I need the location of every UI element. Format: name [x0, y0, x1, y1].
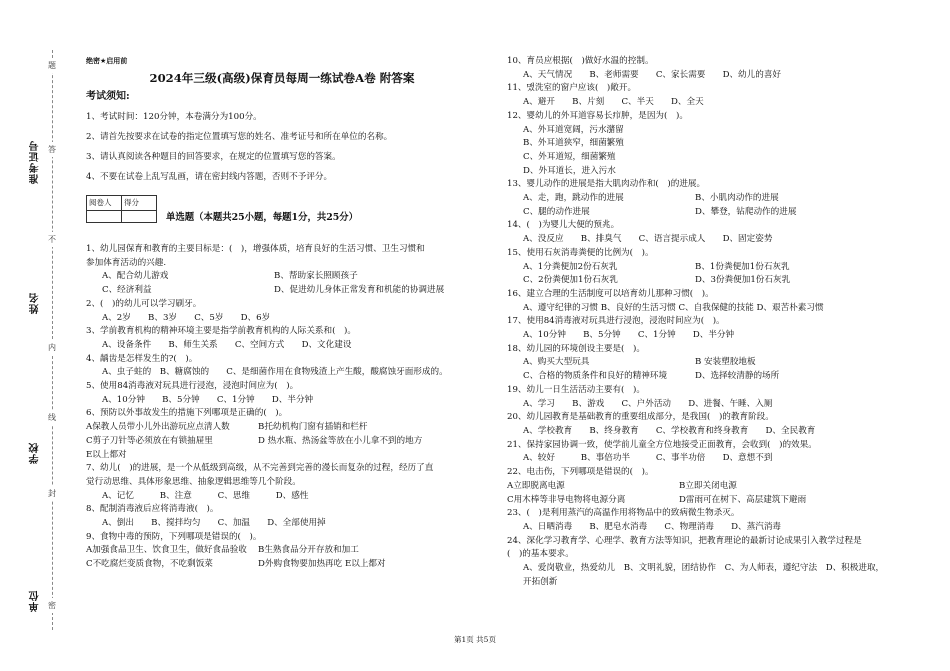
- question-stem: 21、保持家园协调一致，使学前儿童全方位地接受正面教育，会收到( )的效果。: [507, 439, 817, 450]
- binding-strip: [8, 50, 68, 630]
- seal-mark: 线: [48, 410, 56, 425]
- option-row: [507, 261, 912, 275]
- section-title: 单选题（本题共25小题，每题1分，共25分）: [166, 212, 358, 223]
- option-text: D 热水瓶、热汤盆等放在小儿拿不到的地方: [258, 435, 423, 446]
- question-item: [86, 503, 478, 530]
- option-row: [86, 421, 478, 435]
- option-row: A、倒出 B、搅拌均匀 C、加温 D、全部使用掉: [102, 518, 326, 529]
- option-text: B托幼机构门窗有插销和栏杆: [258, 422, 368, 433]
- question-item: [507, 219, 912, 246]
- question-stem: 8、配制消毒液后应将消毒液( )。: [86, 504, 219, 515]
- option-text: C用木棒等非导电物将电源分离: [507, 494, 626, 505]
- question-stem: 12、婴幼儿的外耳道容易长疖肿，是因为( )。: [507, 110, 688, 121]
- question-stem: 16、建立合理的生活制度可以培育幼儿那种习惯( )。: [507, 288, 714, 299]
- question-stem: 7、幼儿( )的进展，是一个从低级到高级，从不完善到完善的漫长而复杂的过程，经历了直: [86, 463, 434, 474]
- option-text: D、促进幼儿身体正常发育和机能的协调进展: [274, 285, 445, 296]
- seal-mark: 内: [48, 340, 56, 355]
- question-stem: 9、食物中毒的预防，下列哪项是错误的( )。: [86, 531, 262, 542]
- option-row: A、遵守纪律的习惯 B、良好的生活习惯 C、自我保健的技能 D、艰苦朴素习惯: [523, 302, 824, 313]
- option-row: [86, 284, 478, 298]
- option-row: A、外耳道宽阔，污水潴留: [523, 124, 624, 135]
- question-stem: 17、使用84消毒液对玩具进行浸泡，浸泡时间应为( )。: [507, 316, 725, 327]
- question-stem: 11、맸洗室的窗户应该( )敞开。: [507, 83, 637, 94]
- question-stem: 13、婴儿动作的进展是指大肌肉动作和( )的进展。: [507, 179, 706, 190]
- question-item: [86, 243, 478, 298]
- score-cell: 得分: [122, 196, 157, 211]
- secret-mark: 绝密★启用前: [86, 57, 128, 65]
- option-row: [86, 558, 478, 572]
- instruction-item: 3、请认真阅读各种题目的回答要求，在规定的位置填写您的答案。: [86, 152, 341, 162]
- option-row: A、记忆 B、注意 C、思维 D、感性: [102, 490, 309, 501]
- option-text: A、走，跑，跳动作的进展: [523, 193, 624, 204]
- option-row: A、虫子蛀的 B、糖腐蚀的 C、是细菌作用在食物残渣上产生酸，酸腐蚀牙面形成的。: [102, 367, 448, 378]
- option-row: A、10分钟 B、5分钟 C、1分钟 D、半分钟: [102, 394, 314, 405]
- option-row: A、日晒消毒 B、肥皂水消毒 C、物理消毒 D、蒸汽消毒: [523, 521, 782, 532]
- option-text: B、小肌肉动作的进展: [695, 193, 779, 204]
- option-row: A、设备条件 B、师生关系 C、空间方式 D、文化建设: [102, 339, 352, 350]
- option-row: A、较好 B、事倍功半 C、事半功倍 D、意想不到: [523, 453, 773, 464]
- option-row: [507, 206, 912, 220]
- question-stem: 18、幼儿园的环境创设主要是( )。: [507, 343, 645, 354]
- question-item: [507, 343, 912, 384]
- option-row: A、2岁 B、3岁 C、5岁 D、6岁: [102, 312, 271, 323]
- question-stem: 19、幼儿一日生活活动主要有( )。: [507, 384, 645, 395]
- option-text: C、2份粪便加1份石灰乳: [523, 275, 618, 286]
- option-row: D、外耳道长，进入污水: [523, 165, 616, 176]
- option-text: A保教人员带小儿外出游玩应点清人数: [86, 422, 230, 433]
- option-text: C不吃腐烂变质食物，不吃剩饭菜: [86, 559, 213, 570]
- option-row: A、爱岗敬业，热爱幼儿 B、文明礼貌，团结协作 C、为人师表，遵纪守法 D、积极进取，: [523, 563, 885, 574]
- option-row: [86, 544, 478, 558]
- right-column: [507, 55, 912, 589]
- question-stem: 2、( )的幼儿可以学习刷牙。: [86, 298, 202, 309]
- unit-label: 单位: [30, 590, 41, 612]
- option-row: [507, 480, 912, 494]
- option-text: A、购买大型玩具: [523, 357, 590, 368]
- question-stem: 1、幼儿园保育和教育的主要目标是：( )，增强体质，培育良好的生活习惯、卫生习惯和: [86, 244, 425, 254]
- seal-mark: 不: [48, 232, 56, 247]
- question-stem: 20、幼儿园教育是基础教育的重要组成部分，是我国( )的教育阶段。: [507, 412, 774, 423]
- question-stem: 24、深化学习教育学、心理学、教育方法等知识，把教育理论的最新讨论成果引入教学过程是: [507, 535, 862, 546]
- name-label: 姓名: [30, 292, 41, 314]
- option-row: 开拓创新: [523, 576, 558, 587]
- question-item: [507, 178, 912, 219]
- question-stem: ( )的基本要求。: [507, 549, 574, 560]
- question-item: [86, 407, 478, 462]
- score-section: [86, 195, 478, 229]
- option-text: C、腿的动作进展: [523, 206, 590, 217]
- option-text: D外购食物要加热再吃 E以上都对: [258, 559, 386, 570]
- question-item: [507, 507, 912, 534]
- question-stem: 参加体育活动的兴趣.: [86, 257, 167, 268]
- option-text: B、1份粪便加1份石灰乳: [695, 261, 790, 272]
- question-item: [86, 353, 478, 380]
- question-item: [507, 247, 912, 288]
- question-item: [86, 298, 478, 325]
- option-text: C剪子刀针等必须放在有锁抽屉里: [86, 435, 213, 446]
- question-item: [507, 110, 912, 179]
- option-text: B 安装塑胶地板: [695, 357, 756, 368]
- question-stem: 10、育员应根据( )做好水温的控制。: [507, 56, 654, 66]
- instruction-item: 2、请首先按要求在试卷的指定位置填写您的姓名、准考证号和所在单位的名称。: [86, 132, 393, 142]
- option-text: A加强食品卫生、饮食卫生，做好食品验收: [86, 545, 247, 556]
- question-stem: 5、使用84消毒液对玩具进行浸泡，浸泡时间应为( )。: [86, 381, 299, 392]
- question-stem: 3、学前教育机构的精神环境主要是指学前教育机构的人际关系和( )。: [86, 326, 356, 337]
- question-item: [507, 82, 912, 109]
- question-item: [86, 462, 478, 503]
- option-row: [507, 192, 912, 206]
- option-row: [507, 274, 912, 288]
- option-row: B、外耳道狭窄，细菌繁殖: [523, 138, 624, 149]
- option-row: C、外耳道短，细菌繁殖: [523, 151, 616, 162]
- option-text: A立即脱离电源: [507, 480, 565, 491]
- seal-mark: 密: [48, 598, 56, 613]
- option-text: B生熟食品分开存放和加工: [258, 545, 359, 556]
- option-row: A、避开 B、片刻 C、半天 D、全天: [523, 97, 704, 108]
- option-text: B、帮助家长照顾孩子: [274, 271, 358, 282]
- option-text: A、1分粪便加2份石灰乳: [523, 261, 618, 272]
- notice-heading: 考试须知:: [86, 91, 130, 102]
- question-item: [507, 384, 912, 411]
- option-row: A、学习 B、游戏 C、户外活动 D、进餐、午睡、入厕: [523, 398, 773, 409]
- exam-title: 2024年三级(高级)保育员每周一练试卷A卷 附答案: [149, 71, 415, 85]
- question-stem: 4、龋齿是怎样发生的?( )。: [86, 353, 198, 364]
- option-row: A、天气情况 B、老师需要 C、家长需要 D、幼儿的喜好: [523, 69, 782, 80]
- question-item: [507, 288, 912, 315]
- question-stem: 15、使用石灰消毒粪便的比例为( )。: [507, 247, 654, 258]
- option-row: [86, 270, 478, 284]
- grader-blank[interactable]: [87, 210, 122, 222]
- option-row: [507, 494, 912, 508]
- question-stem: 觉行动思维、具体形象思维、抽象逻辑思维等几个阶段。: [86, 476, 301, 487]
- question-stem: 22、电击伤，下列哪项是错误的( )。: [507, 467, 654, 478]
- option-row: [507, 370, 912, 384]
- instruction-list: [86, 107, 478, 187]
- question-item: [507, 55, 912, 82]
- grader-cell: 阅卷人: [87, 196, 122, 211]
- option-row: [86, 449, 478, 463]
- page-footer: 第1页 共5页: [454, 635, 496, 644]
- question-item: [86, 531, 478, 572]
- option-text: E以上都对: [86, 449, 127, 460]
- instruction-item: 1、考试时间：120分钟，本卷满分为100分。: [86, 112, 262, 122]
- left-column: [86, 55, 478, 572]
- question-stem: 23、( )是利用蒸汽的高温作用将物品中的致病微生物杀灭。: [507, 508, 740, 519]
- option-row: [86, 435, 478, 449]
- question-list-left: [86, 243, 478, 572]
- school-label: 学校: [30, 442, 41, 464]
- option-text: D、选择较清静的场所: [695, 371, 780, 382]
- question-item: [507, 315, 912, 342]
- seal-mark: 封: [48, 486, 56, 501]
- option-row: A、10分钟 B、5分钟 C、1分钟 D、半分钟: [523, 330, 735, 341]
- question-item: [507, 411, 912, 438]
- option-text: C、经济利益: [102, 285, 152, 296]
- question-item: [86, 380, 478, 407]
- seal-mark: 题: [48, 58, 56, 73]
- question-item: [86, 325, 478, 352]
- option-text: D雷雨可在树下、高层建筑下避雨: [679, 494, 807, 505]
- question-item: [507, 466, 912, 507]
- option-text: C、合格的物质条件和良好的精神环境: [523, 371, 668, 382]
- option-row: [507, 356, 912, 370]
- question-item: [507, 439, 912, 466]
- score-blank[interactable]: [122, 210, 157, 222]
- question-stem: 6、预防以外事故发生的措施下列哪项是正确的( )。: [86, 408, 288, 419]
- ticket-number-label: 准考证号: [30, 140, 41, 184]
- question-stem: 14、( )为婴儿大便的预兆。: [507, 220, 620, 231]
- question-item: [507, 535, 912, 590]
- option-text: D、攀登，钻爬动作的进展: [695, 206, 797, 217]
- option-text: A、配合幼儿游戏: [102, 271, 169, 282]
- instruction-item: 4、不要在试卷上乱写乱画，请在密封线内答题，否则不予评分。: [86, 172, 333, 182]
- option-text: D、3份粪便加1份石灰乳: [695, 275, 791, 286]
- option-row: A、学校教育 B、终身教育 C、学校教育和终身教育 D、全民教育: [523, 425, 816, 436]
- score-table: [86, 195, 157, 223]
- seal-mark: 答: [48, 142, 56, 157]
- question-list-right: [507, 55, 912, 589]
- option-row: A、没反应 B、排臭气 C、语言提示成人 D、固定姿势: [523, 234, 773, 245]
- option-text: B立即关闭电源: [679, 480, 737, 491]
